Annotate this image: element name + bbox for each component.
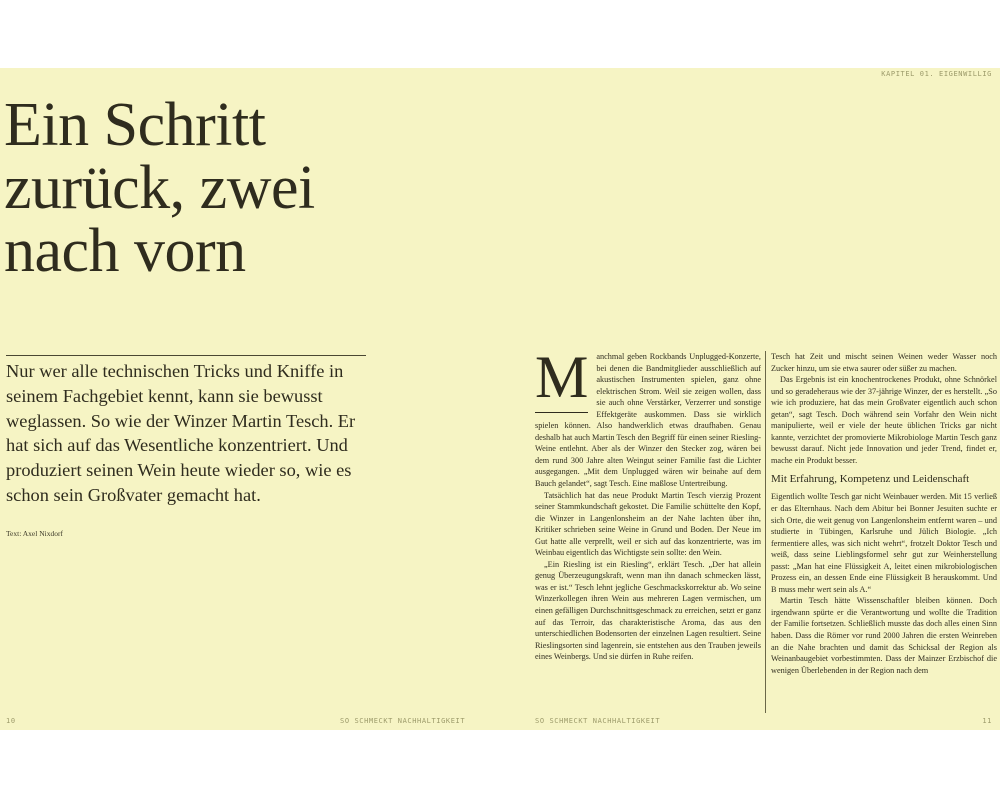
lead-divider	[6, 355, 366, 356]
running-footer-left: SO SCHMECKT NACHHALTIGKEIT	[340, 717, 466, 725]
column2-paragraph-2: Das Ergebnis ist ein knochentrockenes Produkt, ohne Schnörkel und so geradeheraus wie der 37-jährige Winzer, der es herstellt. „So wie ich produziere, hat das mein Großvater eigentlich auch schon getan“, sagt Tesch. Doch während sein Vorfahr den Wein nicht manipulierte, weil er viele der heute üblichen Tricks gar nicht kannte, verzichtet der promovierte Mikrobiologe Martin Tesch ganz bewusst darauf. Nicht jede Innovation und jeder Trend, findet er, mache ein Produkt besser.	[771, 375, 997, 465]
column1-paragraph-2: Tatsächlich hat das neue Produkt Martin Tesch vierzig Prozent seiner Stammkundschaft gekostet. Die Familie schüttelte den Kopf, die Winzer in Langenlonsheim an der Nahe lachten über ihn, Kritiker schrieben seine Weine in Grund und Boden. Der Neue im Gut hatte alle verprellt, weil er sich auf das konzentrierte, was im Weinbau eigentlich das Wichtigste sein sollte: den Wein.	[535, 490, 761, 558]
chapter-label: KAPITEL 01. EIGENWILLIG	[881, 70, 992, 78]
headline	[4, 91, 315, 285]
headline-line-3: nach vorn	[4, 217, 246, 285]
article-column-2	[771, 351, 997, 711]
page-number-right: 11	[982, 717, 992, 725]
lead-paragraph: Nur wer alle technischen Tricks und Kniffe in seinem Fachgebiet kennt, kann sie bewusst weglassen. So wie der Winzer Martin Tesch. Er hat sich auf das Wesentliche konzentriert. Und produziert seinen Wein heute wieder so, wie es schon sein Großvater gemacht hat.	[6, 361, 356, 505]
column1-paragraph-3: „Ein Riesling ist ein Riesling“, erklärt Tesch. „Der hat allein genug Überzeugungskraft, wenn man ihn danach schmecken lässt, was er ist.“ Tesch lehnt jegliche Geschmackskorrektur ab. Wo seine Winzerkollegen ihren Wein aus mehreren Lagen vermischen, um einen gefälligen Durchschnittsgeschmack zu erreichen, setzt er ganz auf das Terroir, das charakteristische Aroma, das aus den unterschiedlichen Bodensorten der einzelnen Lagen resultiert. Seine Rieslingsorten sind lagenrein, sie entstehen aus den Trauben jeweils eines Weinbergs. Und sie dürfen in Ruhe reifen.	[535, 559, 761, 662]
column2-paragraph-4: Martin Tesch hätte Wissenschaftler bleiben können. Doch irgendwann spürte er die Verantwortung und wollte die Tradition der Familie fortsetzen. Schließlich musste das doch alles einen Sinn haben. Dass die Römer vor rund 2000 Jahren die ersten Weinreben an die Nahe brachten und damit das Schicksal der Region als Weinanbaugebiet vorbestimmten. Dass der Mainzer Erzbischof die wenigen Überlebenden in der Region nach dem	[771, 596, 997, 675]
headline-line-1: Ein Schritt	[4, 91, 266, 159]
author-credit: Text: Axel Nixdorf	[6, 529, 63, 538]
headline-line-2: zurück, zwei	[4, 154, 315, 222]
magazine-spread	[0, 68, 1000, 730]
column1-paragraph-1: anchmal geben Rockbands Unplugged-Konzerte, bei denen die Bandmitglieder ausschließlich auf akustischen Instrumenten spielen, ganz ohne elektrischen Strom. Weil sie zeigen wollen, dass sie auch ohne Verstärker, Verzerrer und sonstige Effektgeräte auskommen. Dass sie wirklich spielen können. Also handwerklich etwas draufhaben. Genau deshalb hat auch Martin Tesch den Begriff für einen seiner Riesling-Weine entlehnt. Aber als der Winzer den Stecker zog, wären bei dem rund 300 Jahre alten Weingut seiner Familie fast die Lichter ausgegangen. „Mit dem Unplugged wären wir beinahe auf dem Bauch gelandet“, sagt Tesch. Eine maßlose Untertreibung.	[535, 352, 761, 489]
column2-paragraph-1: Tesch hat Zeit und mischt seinen Weinen weder Wasser noch Zucker hinzu, um sie etwa saurer oder süßer zu machen.	[771, 352, 997, 373]
section-subhead: Mit Erfahrung, Kompetenz und Leidenschaft	[771, 473, 970, 486]
page-number-left: 10	[6, 717, 16, 725]
article-column-1	[535, 351, 761, 711]
column-divider	[765, 351, 766, 713]
column2-paragraph-3: Eigentlich wollte Tesch gar nicht Weinbauer werden. Mit 15 verließ er das Elternhaus. Nach dem Abitur bei Bonner Jesuiten suchte er sich Orte, die weit genug von Langenlonsheim entfernt waren – und studierte in Tübingen, Karlsruhe und Jülich Biologie. „Ich fermentiere alles, was sich nicht wehrt“, frotzelt Doktor Tesch und weiß, dass seine Lieblingsformel sehr gut zur Weinherstellung passt: „Man hat eine Flüssigkeit A, leitet einen mikrobiologischen Prozess ein, an dessen Ende eine Flüssigkeit B herauskommt. Und B muss mehr wert sein als A.“	[771, 492, 997, 594]
drop-cap: M	[535, 353, 588, 413]
running-footer-right: SO SCHMECKT NACHHALTIGKEIT	[535, 717, 661, 725]
